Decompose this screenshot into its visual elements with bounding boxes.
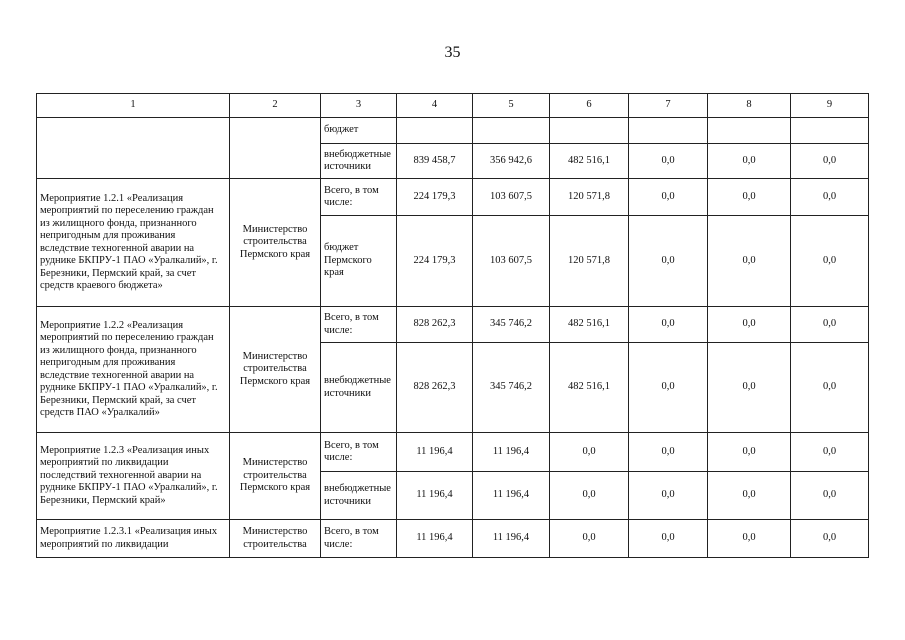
value-cell: 828 262,3 [397,307,473,343]
value-cell: 11 196,4 [473,433,550,472]
header-cell: 5 [473,94,550,118]
value-cell: 0,0 [791,520,869,558]
value-cell: 356 942,6 [473,144,550,179]
measure-name-cell: Мероприятие 1.2.1 «Реализация мероприятий по переселению граждан из жилищного фонда, признанного непригодным для проживания вследствие техногенной аварии на руднике БКПРУ-1 ПАО «Уралкалий», г. Березники, Пермский край, за счет средств краевого бюджета» [37,179,230,307]
value-cell: 0,0 [550,472,629,520]
value-cell: 0,0 [629,433,708,472]
source-cell: бюджет Пермского края [321,216,397,307]
value-cell: 103 607,5 [473,179,550,216]
value-cell: 0,0 [629,179,708,216]
value-cell: 0,0 [708,307,791,343]
table-row [37,179,869,216]
source-cell: внебюджетные источники [321,144,397,179]
header-cell: 6 [550,94,629,118]
value-cell: 0,0 [629,307,708,343]
value-cell: 11 196,4 [397,472,473,520]
value-cell: 103 607,5 [473,216,550,307]
value-cell: 0,0 [708,179,791,216]
header-cell: 3 [321,94,397,118]
value-cell: 0,0 [629,472,708,520]
header-cell: 2 [230,94,321,118]
value-cell: 0,0 [629,343,708,433]
source-cell: Всего, в том числе: [321,307,397,343]
value-cell: 0,0 [791,433,869,472]
value-cell: 0,0 [708,216,791,307]
responsible-org-cell: Министерство строительства Пермского края [230,307,321,433]
value-cell: 0,0 [629,520,708,558]
value-cell: 0,0 [629,216,708,307]
source-cell: внебюджетные источники [321,472,397,520]
value-cell: 0,0 [550,433,629,472]
value-cell: 482 516,1 [550,144,629,179]
table-row [37,118,869,144]
value-cell: 0,0 [791,216,869,307]
source-cell: внебюджетные источники [321,343,397,433]
value-cell: 482 516,1 [550,343,629,433]
value-cell: 120 571,8 [550,216,629,307]
value-cell [397,118,473,144]
value-cell: 0,0 [629,144,708,179]
page-number: 35 [444,44,461,61]
table-row [37,307,869,343]
value-cell: 345 746,2 [473,307,550,343]
value-cell: 828 262,3 [397,343,473,433]
header-cell: 1 [37,94,230,118]
value-cell: 120 571,8 [550,179,629,216]
value-cell: 224 179,3 [397,179,473,216]
value-cell: 11 196,4 [397,433,473,472]
value-cell: 482 516,1 [550,307,629,343]
value-cell: 0,0 [791,343,869,433]
value-cell: 345 746,2 [473,343,550,433]
value-cell: 0,0 [708,472,791,520]
source-cell: Всего, в том числе: [321,520,397,558]
header-row [37,94,869,118]
value-cell: 0,0 [791,179,869,216]
measure-name-cell: Мероприятие 1.2.3.1 «Реализация иных мероприятий по ликвидации [37,520,230,558]
value-cell: 839 458,7 [397,144,473,179]
value-cell: 11 196,4 [473,520,550,558]
budget-table [36,93,869,558]
value-cell: 0,0 [791,472,869,520]
name-cell [37,118,230,179]
value-cell: 0,0 [791,307,869,343]
value-cell: 224 179,3 [397,216,473,307]
responsible-org-cell: Министерство строительства Пермского края [230,433,321,520]
value-cell [791,118,869,144]
header-cell: 4 [397,94,473,118]
measure-name-cell: Мероприятие 1.2.3 «Реализация иных мероприятий по ликвидации последствий техногенной аварии на руднике БКПРУ-1 ПАО «Уралкалий», г. Березники, Пермский край» [37,433,230,520]
value-cell: 11 196,4 [397,520,473,558]
value-cell: 0,0 [708,520,791,558]
table-row [37,520,869,558]
value-cell [473,118,550,144]
org-cell [230,118,321,179]
source-cell: бюджет [321,118,397,144]
header-cell: 8 [708,94,791,118]
value-cell: 0,0 [708,343,791,433]
responsible-org-cell: Министерство строительства [230,520,321,558]
value-cell [550,118,629,144]
measure-name-cell: Мероприятие 1.2.2 «Реализация мероприятий по переселению граждан из жилищного фонда, признанного непригодным для проживания вследствие техногенной аварии на руднике БКПРУ-1 ПАО «Уралкалий», г. Березники, Пермский край, за счет средств ПАО «Уралкалий» [37,307,230,433]
responsible-org-cell: Министерство строительства Пермского края [230,179,321,307]
source-cell: Всего, в том числе: [321,179,397,216]
value-cell [629,118,708,144]
value-cell: 11 196,4 [473,472,550,520]
source-cell: Всего, в том числе: [321,433,397,472]
value-cell: 0,0 [708,144,791,179]
table-row [37,433,869,472]
value-cell: 0,0 [708,433,791,472]
value-cell: 0,0 [550,520,629,558]
value-cell: 0,0 [791,144,869,179]
header-cell: 7 [629,94,708,118]
header-cell: 9 [791,94,869,118]
value-cell [708,118,791,144]
